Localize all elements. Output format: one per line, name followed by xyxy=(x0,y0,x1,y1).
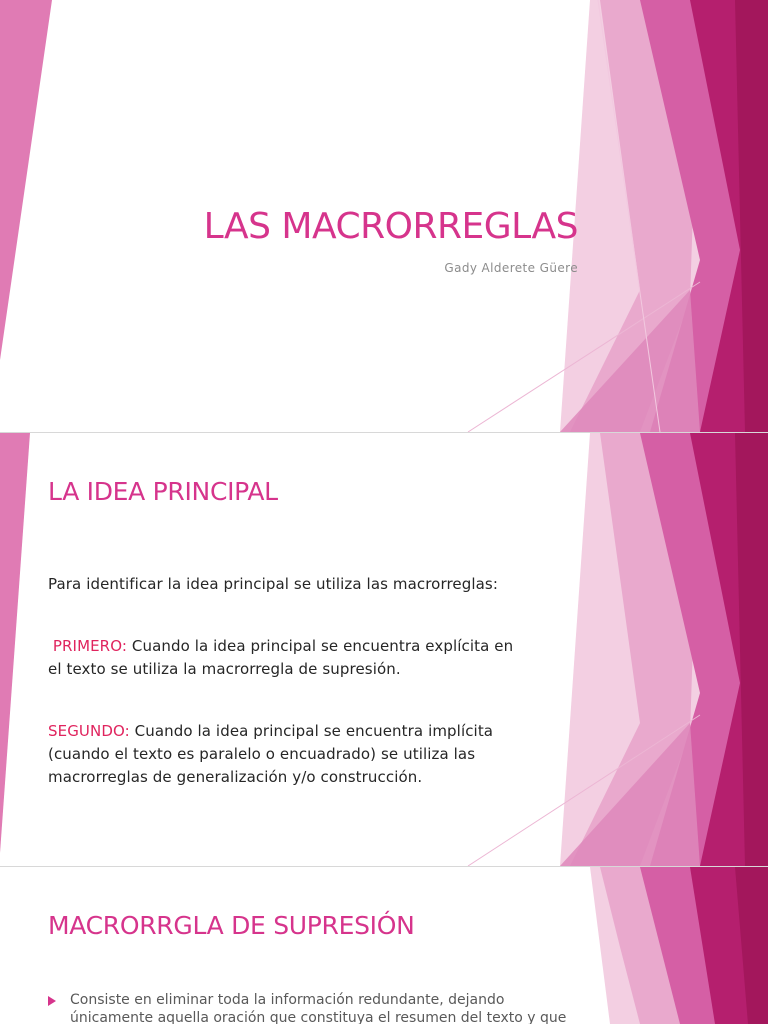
primero-label: PRIMERO: xyxy=(52,637,128,655)
segundo-text: Cuando la idea principal se encuentra implícita xyxy=(134,722,494,740)
bullet-item xyxy=(48,991,578,1024)
left-accent-shape xyxy=(0,433,30,853)
primero-paragraph xyxy=(48,635,578,681)
content-slide-idea-principal xyxy=(0,433,768,866)
content-slide-supresion xyxy=(0,867,768,1024)
segundo-line xyxy=(48,720,578,743)
bullet-line: únicamente aquella oración que constituya el resumen del texto y que xyxy=(70,1010,567,1024)
segundo-paragraph xyxy=(48,720,578,789)
segundo-label: SEGUNDO: xyxy=(48,722,130,740)
intro-text: Para identificar la idea principal se utiliza las macrorreglas: xyxy=(48,575,498,593)
slide-subtitle: Gady Alderete Güere xyxy=(444,261,578,275)
slide-heading: MACRORRGLA DE SUPRESIÓN xyxy=(48,911,415,940)
slide-heading: LA IDEA PRINCIPAL xyxy=(48,477,278,506)
primero-line: el texto se utiliza la macrorregla de supresión. xyxy=(48,660,401,678)
title-slide xyxy=(0,0,768,432)
bullet-arrow-icon xyxy=(48,996,56,1006)
left-accent-shape xyxy=(0,0,52,360)
primero-line xyxy=(48,635,578,658)
segundo-line: (cuando el texto es paralelo o encuadrado) se utiliza las xyxy=(48,745,476,763)
segundo-line: macrorreglas de generalización y/o construcción. xyxy=(48,768,423,786)
primero-text: Cuando la idea principal se encuentra explícita en xyxy=(131,637,514,655)
slide-title: LAS MACRORREGLAS xyxy=(203,206,578,247)
bullet-line: Consiste en eliminar toda la información redundante, dejando xyxy=(70,992,505,1008)
